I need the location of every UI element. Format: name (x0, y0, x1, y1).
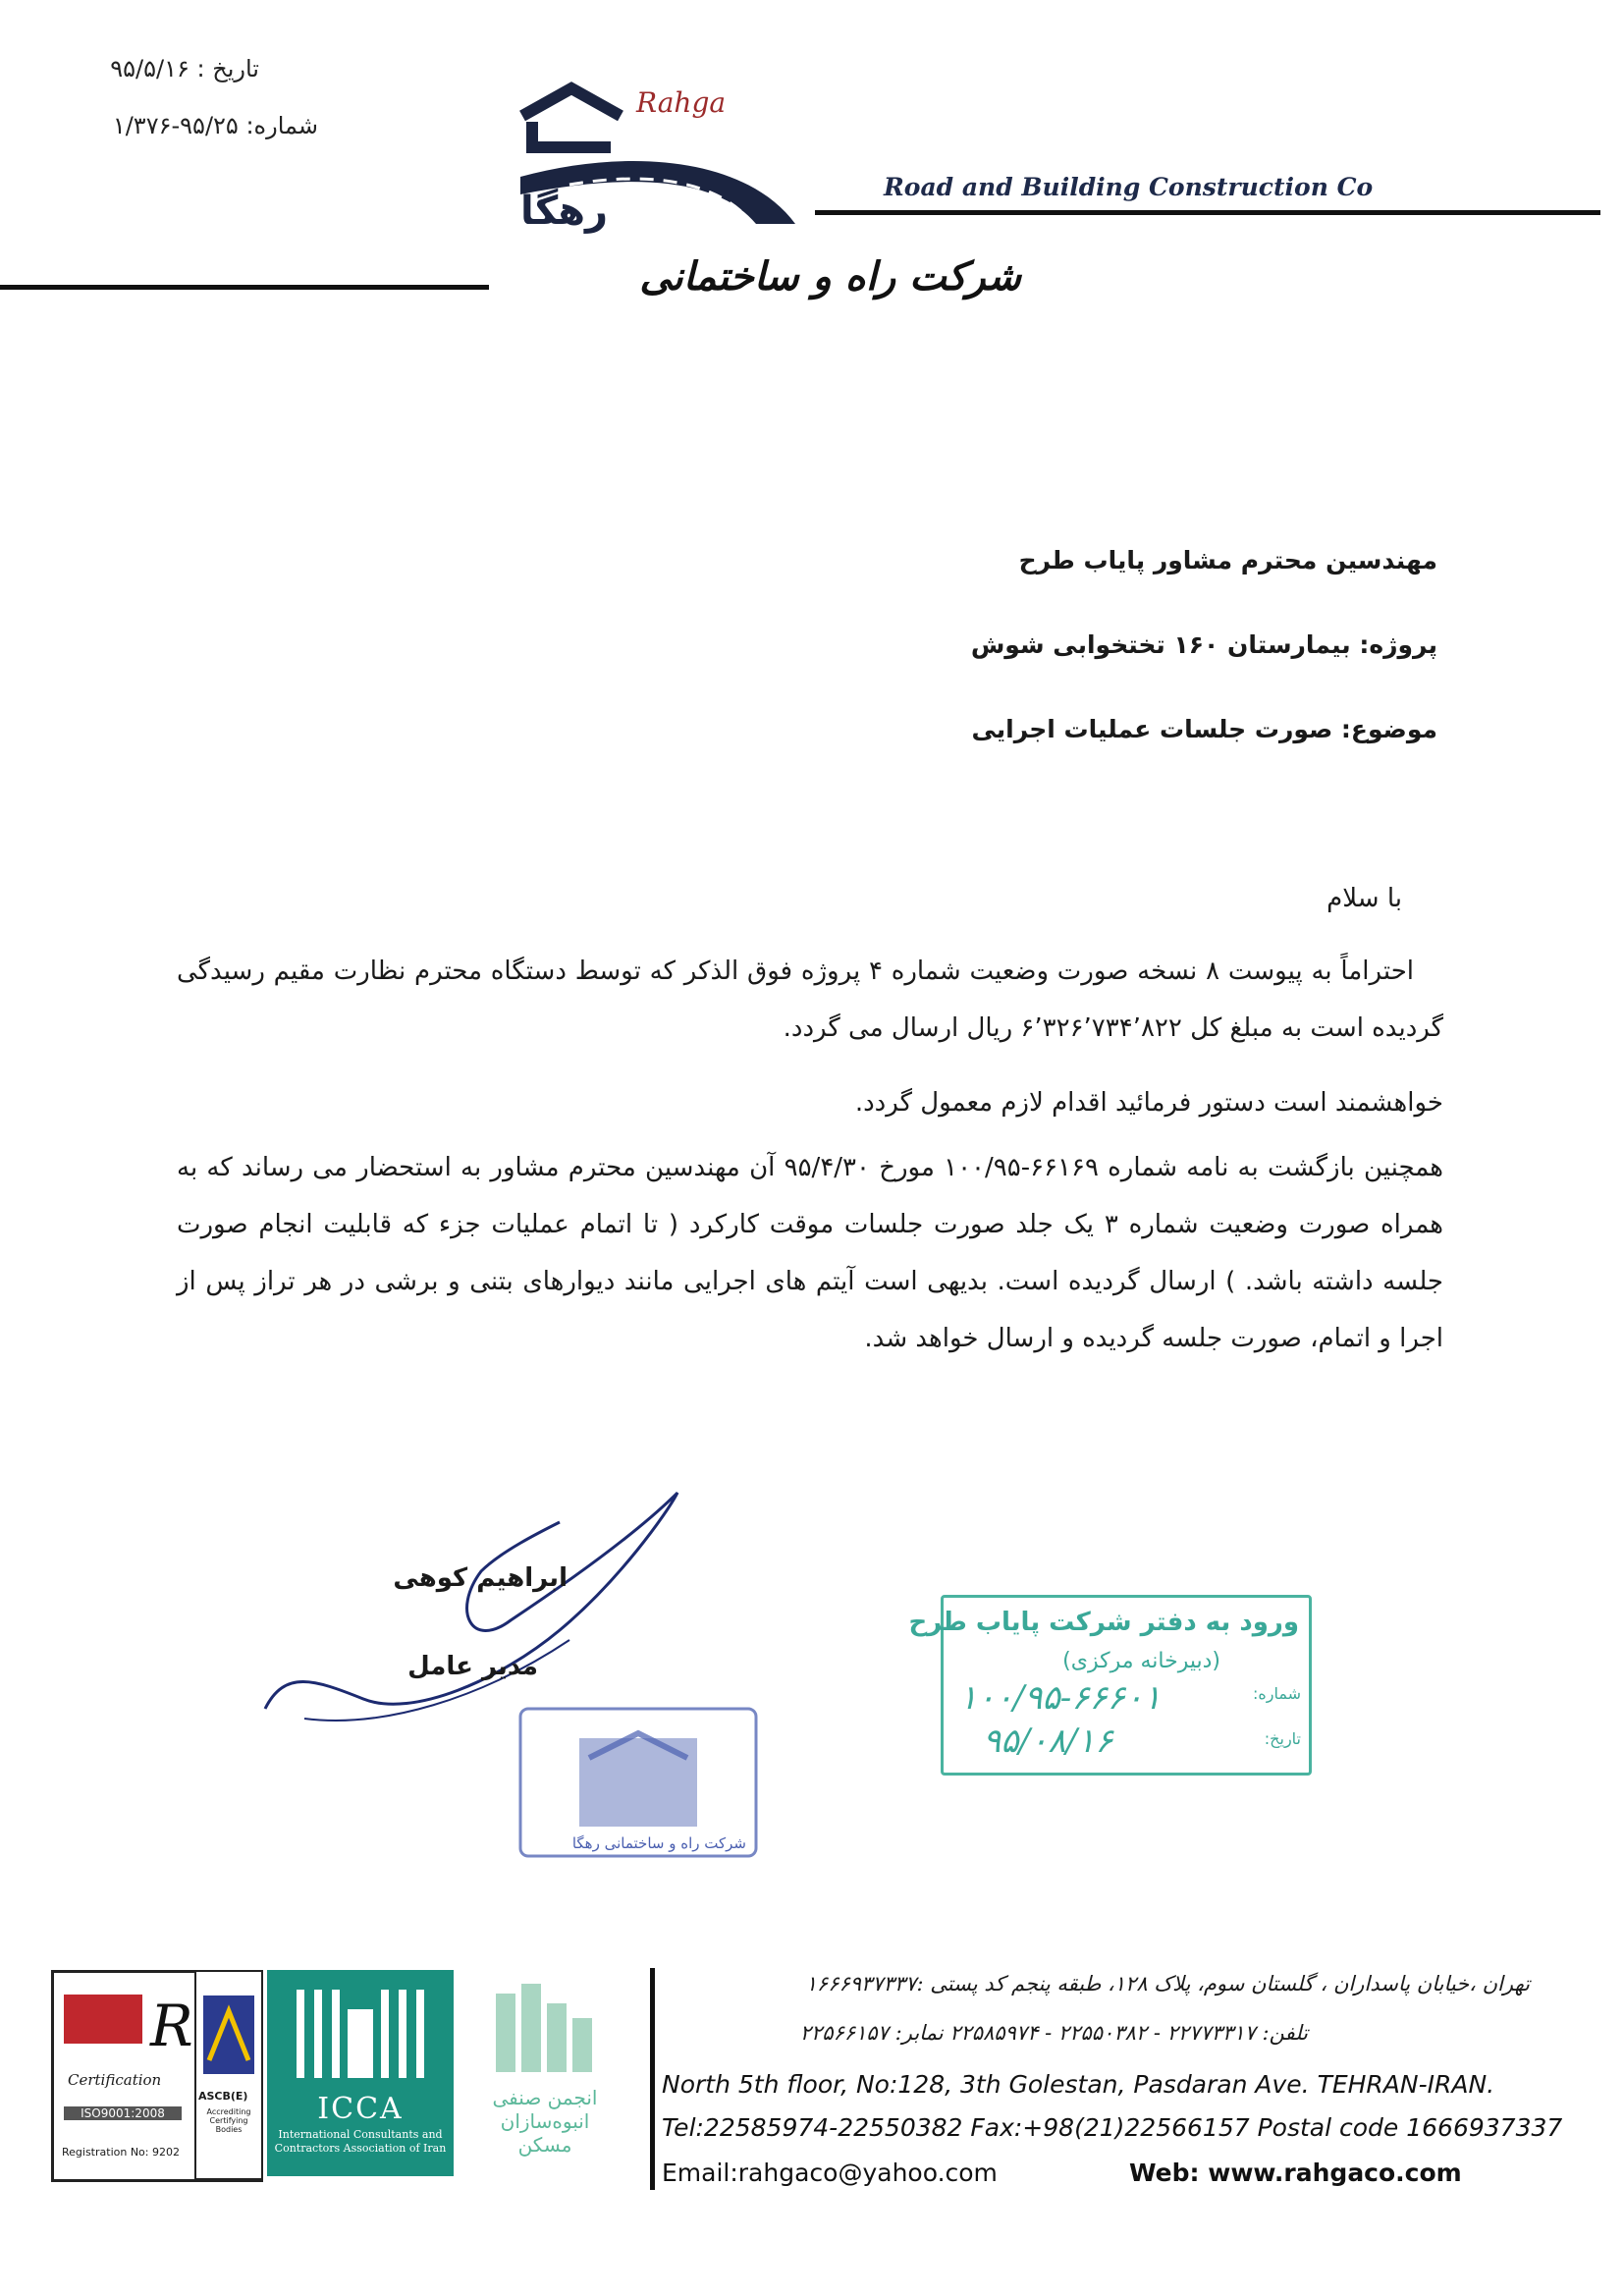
footer-web[interactable]: Web: www.rahgaco.com (1129, 2159, 1462, 2187)
cert-title: Certification (68, 2071, 162, 2089)
header-rule-right (815, 210, 1600, 215)
body-paragraph-2: خواهشمند است دستور فرمائید اقدام لازم معمول گردد. (854, 1088, 1443, 1118)
recipient: مهندسین محترم مشاور پایاب طرح (1018, 546, 1437, 574)
footer-phone-fa: تلفن: ۲۲۷۷۳۳۱۷ - ۲۲۵۵۰۳۸۲ - ۲۲۵۸۵۹۷۴ نمابر: ۲۲۵۶۶۱۵۷ (799, 2021, 1308, 2045)
stamp-number-value: ۱۰۰/۹۵-۶۶۶۰۱ (959, 1678, 1162, 1718)
company-seal (511, 1699, 766, 1866)
footer-email[interactable]: Email:rahgaco@yahoo.com (662, 2159, 998, 2187)
stamp-number-label: شماره: (1252, 1684, 1301, 1703)
company-logo (511, 79, 805, 236)
letter-date: تاریخ : ۹۵/۵/۱۶ (110, 55, 259, 82)
footer-address-en: North 5th floor, No:128, 3th Golestan, Pasdaran Ave. TEHRAN-IRAN. (662, 2070, 1495, 2099)
letter-number: شماره: ۹۵/۲۵-۱/۳۷۶ (112, 112, 318, 139)
footer-divider (650, 1968, 655, 2190)
asc-label: ASCB(E) (198, 2090, 248, 2103)
stamp-line-2: (دبیرخانه مرکزی) (1062, 1649, 1220, 1673)
logo-text-fa: رهگا (520, 189, 609, 234)
asc-sub: Accrediting Certifying Bodies (206, 2107, 251, 2134)
icca-badge (267, 1970, 454, 2176)
anjoman-line-1: انجمن صنفی (492, 2086, 598, 2109)
cert-iso: ISO9001:2008 (64, 2106, 182, 2120)
subject-line: موضوع: صورت جلسات عملیات اجرایی (971, 715, 1437, 743)
anjoman-building-icon (486, 1974, 604, 2082)
seal-text: شرکت راه و ساختمانی رهگا (571, 1834, 746, 1852)
stamp-date-label: تاریخ: (1264, 1729, 1301, 1748)
icca-label: ICCA (317, 2092, 404, 2126)
anjoman-badge (471, 1974, 619, 2170)
header-rule-left (0, 285, 489, 290)
footer-address-fa: تهران ،خیابان پاسداران ، گلستان سوم، پلاک ۱۲۸، طبقه پنجم کد پستی :۱۶۶۶۹۳۷۳۳۷ (805, 1972, 1530, 1995)
greeting: با سلام (1326, 884, 1402, 913)
icca-columns-icon (287, 1980, 434, 2088)
company-name-fa: شرکت راه و ساختمانی (639, 253, 1021, 300)
company-name-en: Road and Building Construction Co (884, 173, 1374, 201)
anjoman-line-2: انبوه‌سازان مسکن (500, 2109, 590, 2157)
receipt-stamp (908, 1595, 1312, 1776)
icca-sub: International Consultants and Contractors Association of Iran (274, 2128, 447, 2155)
cfr-logo-icon (64, 1985, 201, 2063)
project-line: پروژه: بیمارستان ۱۶۰ تختخوابی شوش (970, 630, 1437, 659)
brand-script: Rahga (636, 86, 727, 119)
svg-text:R: R (150, 1993, 193, 2059)
cert-reg: Registration No: 9202 (62, 2146, 180, 2159)
eu-stars-icon (199, 1992, 258, 2080)
signatory-name: ابراهیم کوهی (393, 1563, 568, 1593)
body-paragraph-1: احتراماً به پیوست ۸ نسخه صورت وضعیت شماره ۴ پروژه فوق الذکر که توسط دستگاه محترم نظارت مقیم رسیدگی گردیده است به مبلغ کل ۶٬۳۲۶٬۷۳۴٬۸۲۲ ریال ارسال می گردد. (177, 957, 1443, 1043)
signatory-title: مدیر عامل (407, 1652, 538, 1681)
footer-contact-en: Tel:22585974-22550382 Fax:+98(21)22566157 Postal code 1666937337 (662, 2113, 1563, 2142)
ascb-badge (194, 1970, 263, 2180)
stamp-line-1: ورود به دفتر شرکت پایاب طرح (908, 1608, 1299, 1637)
stamp-date-value: ۹۵/۰۸/۱۶ (983, 1722, 1113, 1761)
body-paragraph-3: همچنین بازگشت به نامه شماره ۶۶۱۶۹-۱۰۰/۹۵ مورخ ۹۵/۴/۳۰ آن مهندسین محترم مشاور به استحضار می رساند که به همراه صورت وضعیت شماره ۳ یک جلد صورت جلسات موقت کارکرد ( تا اتمام عملیات جزء که قابلیت انجام صورت جلسه داشته باشد. ) ارسال گردیده است. بدیهی است آیتم های اجرایی مانند دیوارهای بتنی و برشی در هر تراز پس از اجرا و اتمام، صورت جلسه گردیده و ارسال خواهد شد. (177, 1153, 1443, 1353)
